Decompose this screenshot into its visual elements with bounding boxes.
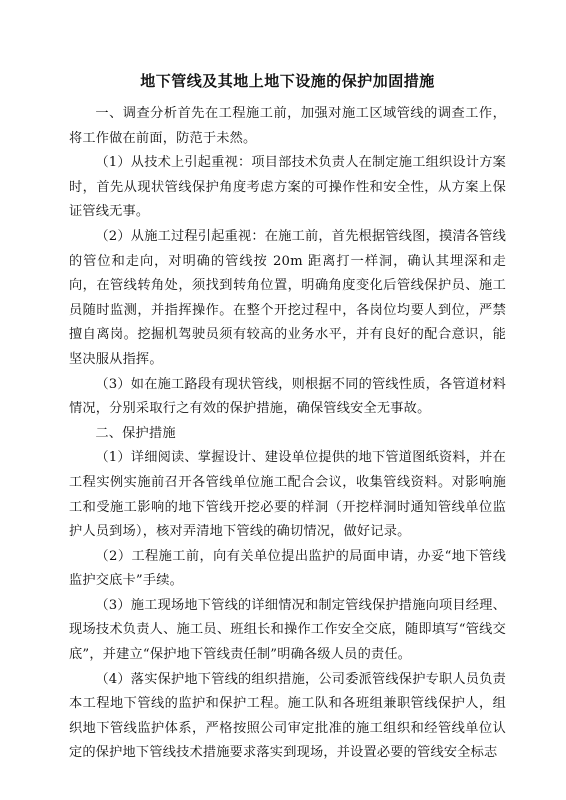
paragraph-read-drawings: （1）详细阅读、掌握设计、建设单位提供的地下管道图纸资料，并在工程实例实施前召开各管线单位施工配合会议，收集管线资料。对影响施工和受施工影响的地下管线开挖必要的样洞（开挖样洞时通知管线单位监护人员到场），核对弄清地下管线的确切情况，做好记录。	[69, 450, 506, 540]
paragraph-technical-attention: （1）从技术上引起重视：项目部技术负责人在制定施工组织设计方案时，首先从现状管线保护角度考虑方案的可操作性和安全性，从方案上保证管线无事。	[69, 155, 506, 220]
paragraph-safety-briefing: （3）施工现场地下管线的详细情况和制定管线保护措施向项目经理、现场技术负责人、施工员、班组长和操作工作安全交底，随即填写“管线交底”，并建立“保护地下管线责任制”明确各级人员的责任。	[69, 597, 506, 663]
paragraph-monitoring-application: （2）工程施工前，向有关单位提出监护的局面申请，办妥“地下管线监护交底卡”手续。	[69, 548, 506, 589]
document-body	[69, 102, 506, 766]
document-title: 地下管线及其地上地下设施的保护加固措施	[140, 72, 435, 90]
section-heading-protection-measures: 二、保护措施	[95, 425, 176, 441]
paragraph-organizational-measures: （4）落实保护地下管线的组织措施，公司委派管线保护专职人员负责本工程地下管线的监护和保护工程。施工队和各班组兼职管线保护人，组织地下管线监护体系，严格按照公司审定批准的施工组织和经管线单位认定的保护地下管线技术措施要求落实到现场，并设置必要的管线安全标志	[69, 671, 506, 761]
paragraph-survey-intro: 一、调查分析首先在工程施工前，加强对施工区域管线的调查工作，将工作做在前面，防范于未然。	[69, 106, 506, 146]
paragraph-construction-process: （2）从施工过程引起重视：在施工前，首先根据管线图，摸清各管线的管位和走向，对明确的管线按 20m 距离打一样洞，确认其埋深和走向，在管线转角处，须找到转角位置，明确角度变化后管线保护员、施工员随时监测，并指挥操作。在整个开挖过程中，各岗位均要人到位，严禁擅自离岗。挖掘机驾驶员须有较高的业务水平，并有良好的配合意识，能坚决服从指挥。	[69, 228, 506, 367]
paragraph-existing-pipelines: （3）如在施工路段有现状管线，则根据不同的管线性质，各管道材料情况，分别采取行之有效的保护措施，确保管线安全无事故。	[69, 376, 506, 417]
